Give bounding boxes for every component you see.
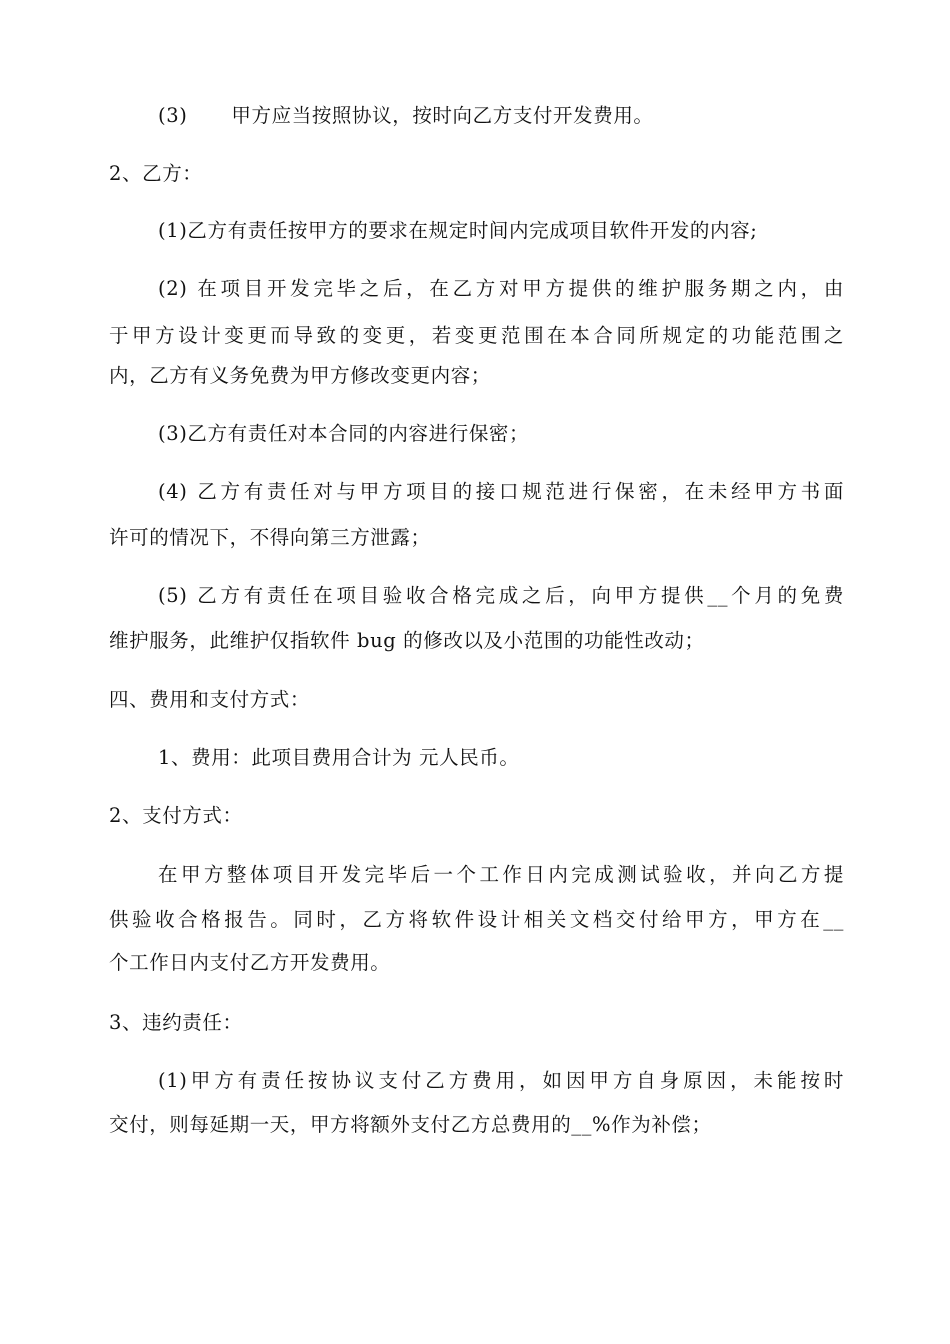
paragraph-payment-method-line-1: 在甲方整体项目开发完毕后一个工作日内完成测试验收，并向乙方提 [158,863,844,886]
paragraph-text: 甲方应当按照协议，按时向乙方支付开发费用。 [231,104,654,127]
paragraph-payment-method-line-2: 供验收合格报告。同时，乙方将软件设计相关文档交付给甲方，甲方在__ [109,908,844,931]
paragraph-party-b-duty-3: (3)乙方有责任对本合同的内容进行保密； [158,422,530,445]
paragraph-party-b-duty-1: (1)乙方有责任按甲方的要求在规定时间内完成项目软件开发的内容; [158,219,758,242]
section-heading-party-b: 2、乙方： [109,162,203,185]
paragraph-breach-line-1: (1)甲方有责任按协议支付乙方费用，如因甲方自身原因，未能按时 [158,1069,844,1092]
section-heading-breach-liability: 3、违约责任： [109,1011,243,1034]
section-heading-fees-and-payment: 四、费用和支付方式： [109,688,311,711]
paragraph-party-b-duty-2-line-1: (2) 在项目开发完毕之后，在乙方对甲方提供的维护服务期之内，由 [158,277,844,300]
paragraph-breach-line-2: 交付，则每延期一天，甲方将额外支付乙方总费用的__%作为补偿； [109,1113,712,1136]
paragraph-party-b-duty-2-line-3: 内，乙方有义务免费为甲方修改变更内容； [109,364,491,387]
paragraph-payment-method-line-3: 个工作日内支付乙方开发费用。 [109,951,391,974]
paragraph-party-b-duty-4-line-1: (4) 乙方有责任对与甲方项目的接口规范进行保密，在未经甲方书面 [158,480,844,503]
paragraph-party-b-duty-2-line-2: 于甲方设计变更而导致的变更，若变更范围在本合同所规定的功能范围之 [109,324,844,347]
paragraph-party-b-duty-5-line-2: 维护服务，此维护仅指软件 bug 的修改以及小范围的功能性改动； [109,629,705,652]
item-number: (3) [158,104,188,127]
paragraph-party-a-payment [158,104,654,128]
paragraph-fee-total: 1、费用：此项目费用合计为 元人民币。 [158,746,520,769]
paragraph-party-b-duty-5-line-1: (5) 乙方有责任在项目验收合格完成之后，向甲方提供__个月的免费 [158,584,844,607]
section-heading-payment-method: 2、支付方式： [109,804,243,827]
paragraph-party-b-duty-4-line-2: 许可的情况下，不得向第三方泄露； [109,526,431,549]
